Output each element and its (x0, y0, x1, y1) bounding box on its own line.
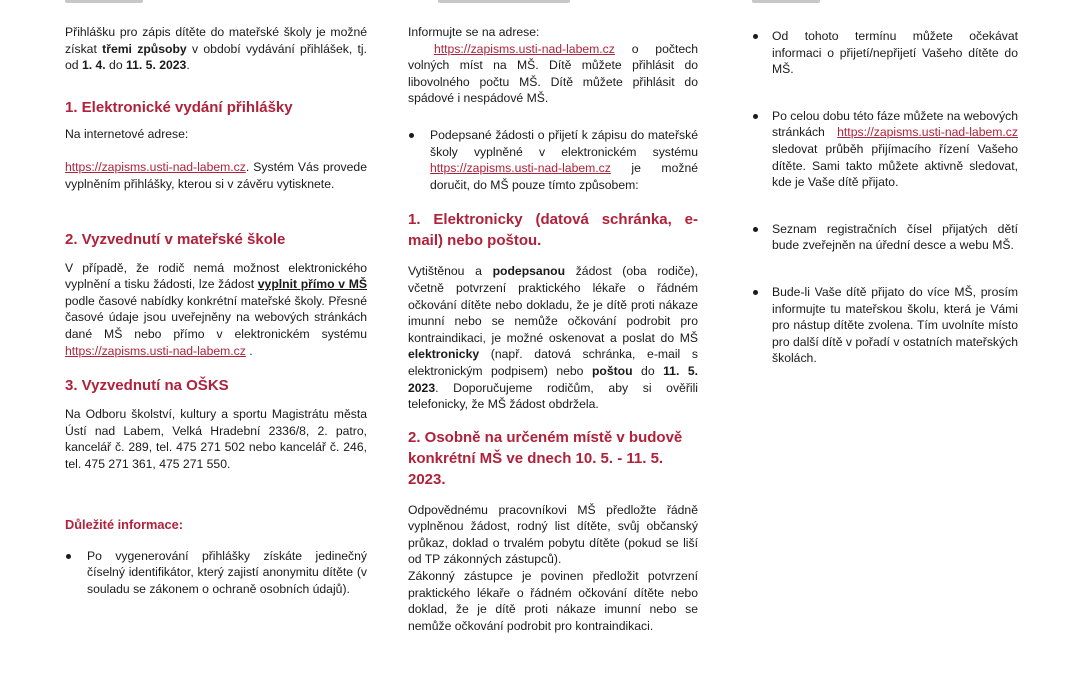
bullet-icon (409, 133, 414, 138)
column-middle (408, 0, 698, 634)
delivery-list (408, 127, 698, 193)
bullet-icon (753, 114, 758, 119)
bullet-icon (66, 554, 71, 559)
list-item: Po celou dobu této fáze můžete na webových stránkách https://zapisms.usti-nad-labem.cz sledovat průběh přijímacího řízení Vašeho dítěte. Sami takto můžete aktivně sledovat, kde je Vaše dítě přijato. (752, 108, 1018, 191)
results-list (752, 28, 1018, 367)
section-electronic-text: https://zapisms.usti-nad-labem.cz. Systém Vás provede vyplněním přihlášky, kterou si v závěru vytisknete. (65, 160, 367, 191)
column-left (65, 0, 367, 597)
section-heading-in-person: 2. Osobně na určeném místě v budově konkrétní MŠ ve dnech 10. 5. - 11. 5. 2023. (408, 428, 683, 488)
section-heading-osks: 3. Vyzvednutí na OŠKS (65, 377, 229, 395)
column-right (752, 0, 1018, 367)
section-electronic-address-label: Na internetové adrese: (65, 126, 189, 141)
list-item: Od tohoto termínu můžete očekávat informaci o přijetí/nepřijetí Vašeho dítěte do MŠ. (752, 28, 1018, 78)
bullet-icon (753, 227, 758, 232)
list-item: Seznam registračních čísel přijatých dětí bude zveřejněn na úřední desce a webu MŠ. (752, 221, 1018, 254)
bullet-icon (753, 34, 758, 39)
cut-off-heading (408, 0, 698, 10)
zapis-link[interactable]: https://zapisms.usti-nad-labem.cz (837, 125, 1018, 140)
section-electronic-post-text: Vytištěnou a podepsanou žádost (oba rodiče), včetně potvrzení praktického lékaře o řádném očkování dítěte nebo dokladu, že je dítě proti nákaze imunní nebo se nemůže očkování podrobit pro kontraindikaci, je možné oskenovat a poslat do MŠ elektronicky (např. datová schránka, e-mail s elektronickým podpisem) nebo poštou do 11. 5. 2023. Doporučujeme rodičům, aby si ověřili telefonicky, že MŠ žádost obdržela. (408, 264, 698, 412)
intro-paragraph: Přihlášku pro zápis dítěte do mateřské školy je možné získat třemi způsoby v období vydávání přihlášek, tj. od 1. 4. do 11. 5. 2023. (65, 25, 367, 73)
section-in-person-requirement: Zákonný zástupce je povinen předložit potvrzení praktického lékaře o řádném očkování dítěte nebo doklad, že je dítě proti nákaze imunní nebo se nemůže očkování podrobit pro kontraindikaci. (408, 569, 698, 633)
section-osks-text: Na Odboru školství, kultury a sportu Magistrátu města Ústí nad Labem, Velká Hradební 2336/8, 2. patro, kancelář č. 289, tel. 475 271 502 nebo kancelář č. 246, tel. 475 271 361, 475 271 550. (65, 407, 367, 471)
cut-off-heading (752, 0, 1018, 10)
bullet-icon (753, 290, 758, 295)
section-heading-kindergarten: 2. Vyzvednutí v mateřské škole (65, 230, 286, 248)
list-item: Podepsané žádosti o přijetí k zápisu do mateřské školy vyplněné v elektronickém systému https://zapisms.usti-nad-labem.cz je možné doručit, do MŠ pouze tímto způsobem: (408, 127, 698, 193)
zapis-link[interactable]: https://zapisms.usti-nad-labem.cz (434, 41, 615, 56)
info-address-label: Informujte se na adrese: (408, 25, 540, 39)
info-address-text: https://zapisms.usti-nad-labem.cz o počtech volných míst na MŠ. Dítě můžete přihlásit do libovolného počtu MŠ. Dítě můžete přihlásit do spádové i nespádové MŠ. (408, 41, 698, 106)
important-info-list (65, 548, 367, 598)
section-heading-electronic-post: 1. Elektronicky (datová schránka, e-mail) nebo poštou. (408, 211, 698, 250)
zapis-link[interactable]: https://zapisms.usti-nad-labem.cz (65, 343, 246, 358)
section-kindergarten-text: V případě, že rodič nemá možnost elektronického vyplnění a tisku žádosti, lze žádost vyplnit přímo v MŠ podle časové nabídky konkrétní mateřské školy. Přesné časové údaje jsou uveřejněny na webových stránkách dané MŠ nebo přímo v elektronickém systému https://zapisms.usti-nad-labem.cz . (65, 260, 367, 358)
list-item: Po vygenerování přihlášky získáte jedinečný číselný identifikátor, který zajistí anonymitu dítěte (v souladu se zákonem o ochraně osobních údajů). (65, 548, 367, 598)
section-heading-electronic: 1. Elektronické vydání přihlášky (65, 98, 293, 116)
cut-off-heading (65, 0, 367, 10)
section-in-person-text: Odpovědnému pracovníkovi MŠ předložte řádně vyplněnou žádost, rodný list dítěte, svůj občanský průkaz, doklad o trvalém pobytu dítěte (pokud se liší od TP zákonných zástupců). (408, 502, 698, 567)
zapis-link[interactable]: https://zapisms.usti-nad-labem.cz (65, 160, 246, 175)
zapis-link[interactable]: https://zapisms.usti-nad-labem.cz (430, 161, 611, 176)
list-item: Bude-li Vaše dítě přijato do více MŠ, prosím informujte tu mateřskou školu, která je Vámi pro nástup dítěte zvolena. Tím uvolníte místo pro další dítě v pořadí v ostatních mateřských školách. (752, 284, 1018, 367)
important-info-heading: Důležité informace: (65, 516, 184, 532)
